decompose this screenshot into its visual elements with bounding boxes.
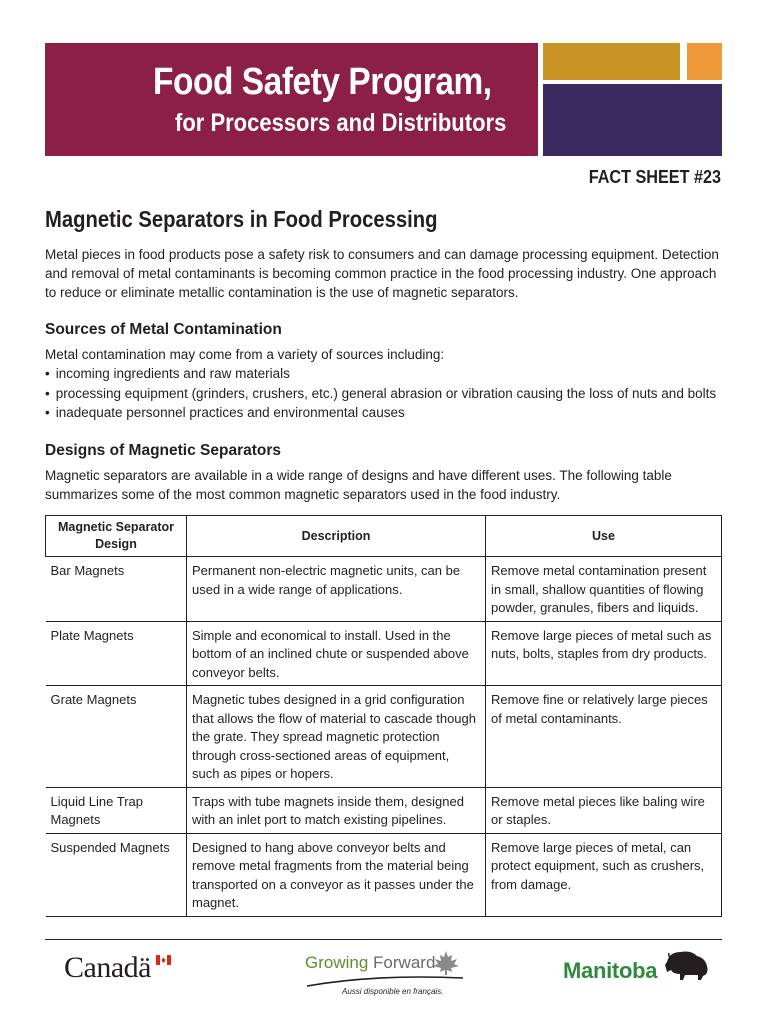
decor-block-orange	[687, 43, 722, 80]
designs-heading: Designs of Magnetic Separators	[45, 442, 282, 459]
program-title: Food Safety Program,	[153, 61, 492, 103]
sources-lead: Metal contamination may come from a variety of sources including:	[45, 347, 445, 362]
cell-description: Magnetic tubes designed in a grid configuration that allows the flow of material to cascade though the grate. They spread magnetic protection through cross-sectioned areas of equipment, such as pipes or hopers.	[187, 686, 486, 788]
separators-table	[45, 515, 722, 917]
footer-divider	[45, 939, 722, 940]
designs-paragraph	[45, 466, 672, 504]
table-row	[46, 686, 722, 788]
header-use: Use	[486, 516, 722, 557]
sources-list	[45, 364, 716, 423]
cell-design: Plate Magnets	[46, 621, 187, 686]
maple-leaf-icon	[431, 950, 461, 976]
canada-flag-icon	[156, 955, 171, 965]
list-item: • incoming ingredients and raw materials	[45, 364, 716, 384]
decor-block-gold	[543, 43, 680, 80]
sources-heading: Sources of Metal Contamination	[45, 321, 282, 338]
header-banner	[45, 43, 538, 156]
list-item: • inadequate personnel practices and environmental causes	[45, 403, 716, 423]
manitoba-wordmark: Manitoba	[563, 958, 658, 983]
table-row	[46, 621, 722, 686]
cell-use: Remove large pieces of metal, can protect equipment, such as crushers, from damage.	[486, 833, 722, 916]
table-row	[46, 787, 722, 833]
cell-design: Liquid Line Trap Magnets	[46, 787, 187, 833]
cell-use: Remove large pieces of metal such as nuts, bolts, staples from dry products.	[486, 621, 722, 686]
cell-description: Simple and economical to install. Used in the bottom of an inclined chute or suspended above conveyor belts.	[187, 621, 486, 686]
designs-line: summarizes some of the most common magnetic separators used in the food industry.	[45, 487, 561, 502]
table-row	[46, 833, 722, 916]
cell-use: Remove metal pieces like baling wire or staples.	[486, 787, 722, 833]
decor-block-navy	[543, 84, 722, 156]
document-heading: Magnetic Separators in Food Processing	[45, 206, 438, 232]
program-subtitle: for Processors and Distributors	[175, 109, 507, 137]
header-design: Magnetic Separator Design	[46, 516, 187, 557]
cell-use: Remove fine or relatively large pieces of metal contaminants.	[486, 686, 722, 788]
cell-description: Designed to hang above conveyor belts and remove metal fragments from the material being transported on a conveyor as it passes under the magnet.	[187, 833, 486, 916]
bison-icon	[663, 948, 711, 982]
cell-description: Traps with tube magnets inside them, designed with an inlet port to match existing pipelines.	[187, 787, 486, 833]
cell-description: Permanent non-electric magnetic units, can be used in a wide range of applications.	[187, 557, 486, 622]
table-row	[46, 557, 722, 622]
list-item: • processing equipment (grinders, crushers, etc.) general abrasion or vibration causing the loss of nuts and bolts	[45, 384, 716, 404]
cell-design: Bar Magnets	[46, 557, 187, 622]
intro-line: Metal pieces in food products pose a safety risk to consumers and can damage processing equipment. Detection	[45, 247, 719, 262]
cell-design: Suspended Magnets	[46, 833, 187, 916]
cell-design: Grate Magnets	[46, 686, 187, 788]
canada-wordmark: Canadä	[64, 951, 151, 984]
fact-sheet-number: FACT SHEET #23	[588, 167, 721, 187]
swoosh-icon	[305, 974, 465, 988]
growing-forward-logo	[305, 953, 435, 973]
intro-line: and removal of metal contaminants is becoming common practice in the food processing industry. One approach	[45, 266, 717, 281]
intro-paragraph	[45, 245, 719, 302]
designs-line: Magnetic separators are available in a wide range of designs and have different uses. The following table	[45, 468, 672, 483]
french-availability-note: Aussi disponible en français.	[342, 987, 444, 996]
intro-line: to reduce or eliminate metallic contamination is the use of magnetic separators.	[45, 285, 519, 300]
forward-text: Forward	[373, 953, 436, 972]
table-header-row	[46, 516, 722, 557]
header-description: Description	[187, 516, 486, 557]
growing-text: Growing	[305, 953, 369, 972]
cell-use: Remove metal contamination present in small, shallow quantities of flowing powder, granules, fibers and liquids.	[486, 557, 722, 622]
